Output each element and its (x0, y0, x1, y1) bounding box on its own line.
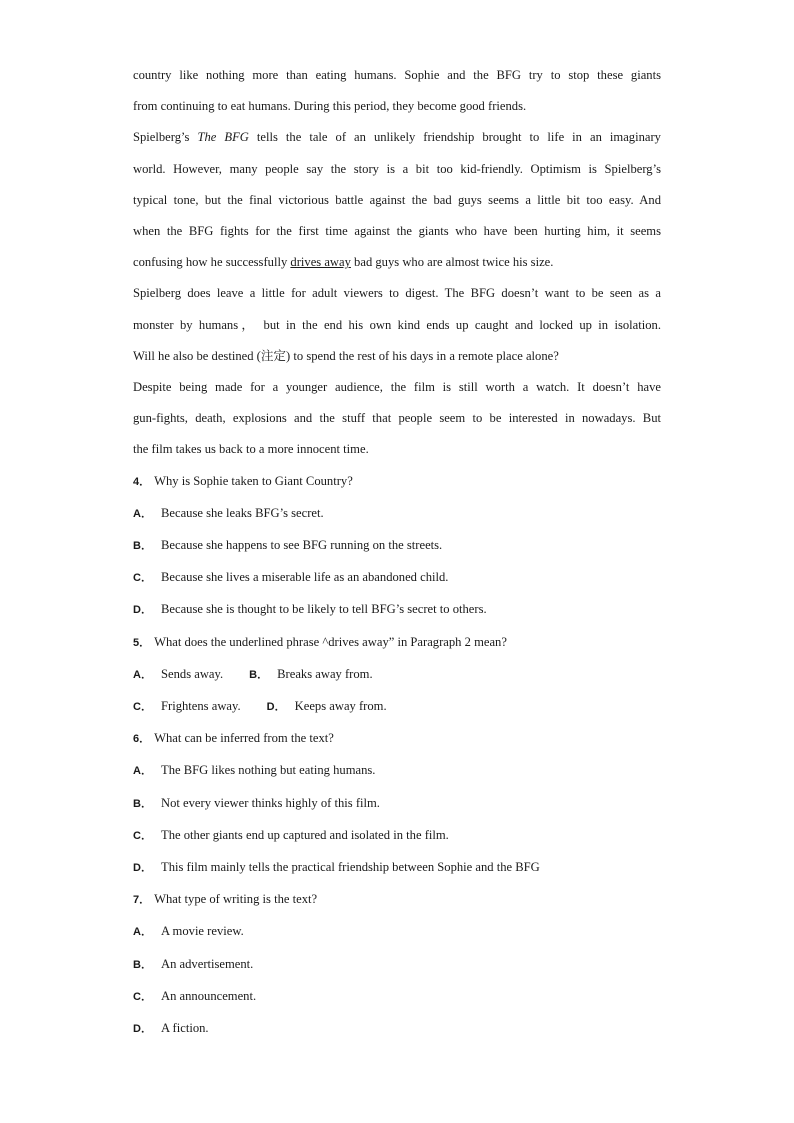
text-run: Spielberg’s (133, 130, 198, 145)
option-text: Because she lives a miserable life as an abandoned child. (161, 570, 449, 585)
passage-line: when the BFG fights for the first time against the giants who have been hurting him, it seems (133, 224, 661, 239)
passage-line: country like nothing more than eating humans. Sophie and the BFG try to stop these giants (133, 68, 661, 82)
option-a[interactable] (133, 659, 223, 691)
passage-paragraph-2 (133, 122, 661, 278)
option-letter: A． (133, 765, 152, 778)
option-text: An announcement. (161, 988, 257, 1003)
passage-line: from continuing to eat humans. During this period, they become good friends. (133, 99, 527, 114)
option-text: This film mainly tells the practical friendship between Sophie and the BFG (161, 860, 540, 875)
question-number: 6． (133, 733, 151, 746)
question-number: 4． (133, 475, 151, 488)
text-run: bad guys who are almost twice his size. (350, 255, 554, 270)
option-letter: D． (266, 701, 286, 714)
option-c[interactable] (133, 562, 661, 594)
option-text: Keeps away from. (294, 699, 387, 714)
option-b[interactable] (133, 949, 661, 981)
text-run: confusing how he successfully (133, 255, 291, 270)
option-d[interactable] (267, 691, 387, 723)
question-number: 7． (133, 894, 151, 907)
option-text: A fiction. (161, 1021, 209, 1036)
question-7 (133, 884, 661, 1045)
option-text: The BFG likes nothing but eating humans. (161, 763, 376, 778)
option-c[interactable] (133, 981, 661, 1013)
option-letter: A． (133, 926, 152, 939)
passage-line: monster by humans， but in the end his own kind ends up caught and locked up in isolation. (133, 317, 661, 332)
passage-line (133, 247, 661, 278)
option-letter: D． (133, 862, 152, 875)
option-c[interactable] (133, 820, 661, 852)
option-a[interactable] (133, 498, 661, 530)
passage-line: the film takes us back to a more innocent time. (133, 442, 369, 457)
option-letter: D． (133, 604, 152, 617)
question-stem (133, 627, 661, 659)
question-number: 5． (133, 636, 151, 649)
passage-paragraph-4 (133, 372, 661, 466)
option-text: Sends away. (161, 666, 224, 681)
option-text: The other giants end up captured and isolated in the film. (161, 827, 449, 842)
option-d[interactable] (133, 594, 661, 626)
text-run: tells the tale of an unlikely friendship brought to life in an imaginary (248, 130, 661, 145)
question-stem (133, 466, 661, 498)
option-d[interactable] (133, 1013, 661, 1045)
option-letter: C． (133, 701, 152, 714)
passage-paragraph-1 (133, 60, 661, 122)
question-4 (133, 466, 661, 627)
question-stem (133, 884, 661, 916)
underlined-phrase: drives away (290, 255, 351, 270)
passage-line: typical tone, but the final victorious battle against the bad guys seems a little bit too easy. And (133, 192, 661, 207)
option-d[interactable] (133, 852, 661, 884)
option-b[interactable] (133, 788, 661, 820)
option-b[interactable] (133, 530, 661, 562)
passage-line (133, 122, 661, 153)
option-letter: C． (133, 829, 152, 842)
option-letter: C． (133, 572, 152, 585)
film-title: The BFG (197, 130, 249, 145)
option-letter: B． (249, 668, 269, 681)
option-row-ab (133, 659, 661, 691)
option-text: An advertisement. (161, 956, 254, 971)
option-text: Because she leaks BFG’s secret. (161, 505, 324, 520)
option-text: Because she is thought to be likely to tell BFG’s secret to others. (161, 602, 487, 617)
option-letter: C． (133, 990, 152, 1003)
question-text: What does the underlined phrase ^drives away” in Paragraph 2 mean? (154, 634, 507, 649)
option-text: Frightens away. (161, 699, 241, 714)
question-6 (133, 723, 661, 884)
question-text: What type of writing is the text? (154, 892, 318, 907)
option-letter: B． (133, 958, 152, 971)
question-text: Why is Sophie taken to Giant Country? (154, 473, 353, 488)
passage-line: gun-fights, death, explosions and the stuff that people seem to be interested in nowadays. But (133, 411, 661, 426)
document-page (133, 60, 661, 1045)
option-text: Because she happens to see BFG running on the streets. (161, 538, 443, 553)
question-5 (133, 627, 661, 724)
option-letter: B． (133, 797, 152, 810)
option-text: Breaks away from. (277, 666, 373, 681)
option-letter: A． (133, 507, 152, 520)
option-c[interactable] (133, 691, 241, 723)
option-row-cd (133, 691, 661, 723)
passage-paragraph-3 (133, 278, 661, 372)
option-letter: B． (133, 540, 152, 553)
question-text: What can be inferred from the text? (154, 731, 334, 746)
question-stem (133, 723, 661, 755)
passage-line: Spielberg does leave a little for adult viewers to digest. The BFG doesn’t want to be seen as a (133, 286, 661, 301)
option-text: A movie review. (161, 924, 244, 939)
passage-line: Despite being made for a younger audience, the film is still worth a watch. It doesn’t have (133, 380, 661, 395)
option-text: Not every viewer thinks highly of this film. (161, 795, 380, 810)
option-a[interactable] (133, 755, 661, 787)
option-letter: D． (133, 1023, 152, 1036)
option-a[interactable] (133, 916, 661, 948)
passage-line: world. However, many people say the story is a bit too kid-friendly. Optimism is Spielberg’s (133, 161, 661, 176)
passage-line: Will he also be destined (注定) to spend the rest of his days in a remote place alone? (133, 348, 559, 363)
option-b[interactable] (249, 659, 372, 691)
option-letter: A． (133, 668, 152, 681)
